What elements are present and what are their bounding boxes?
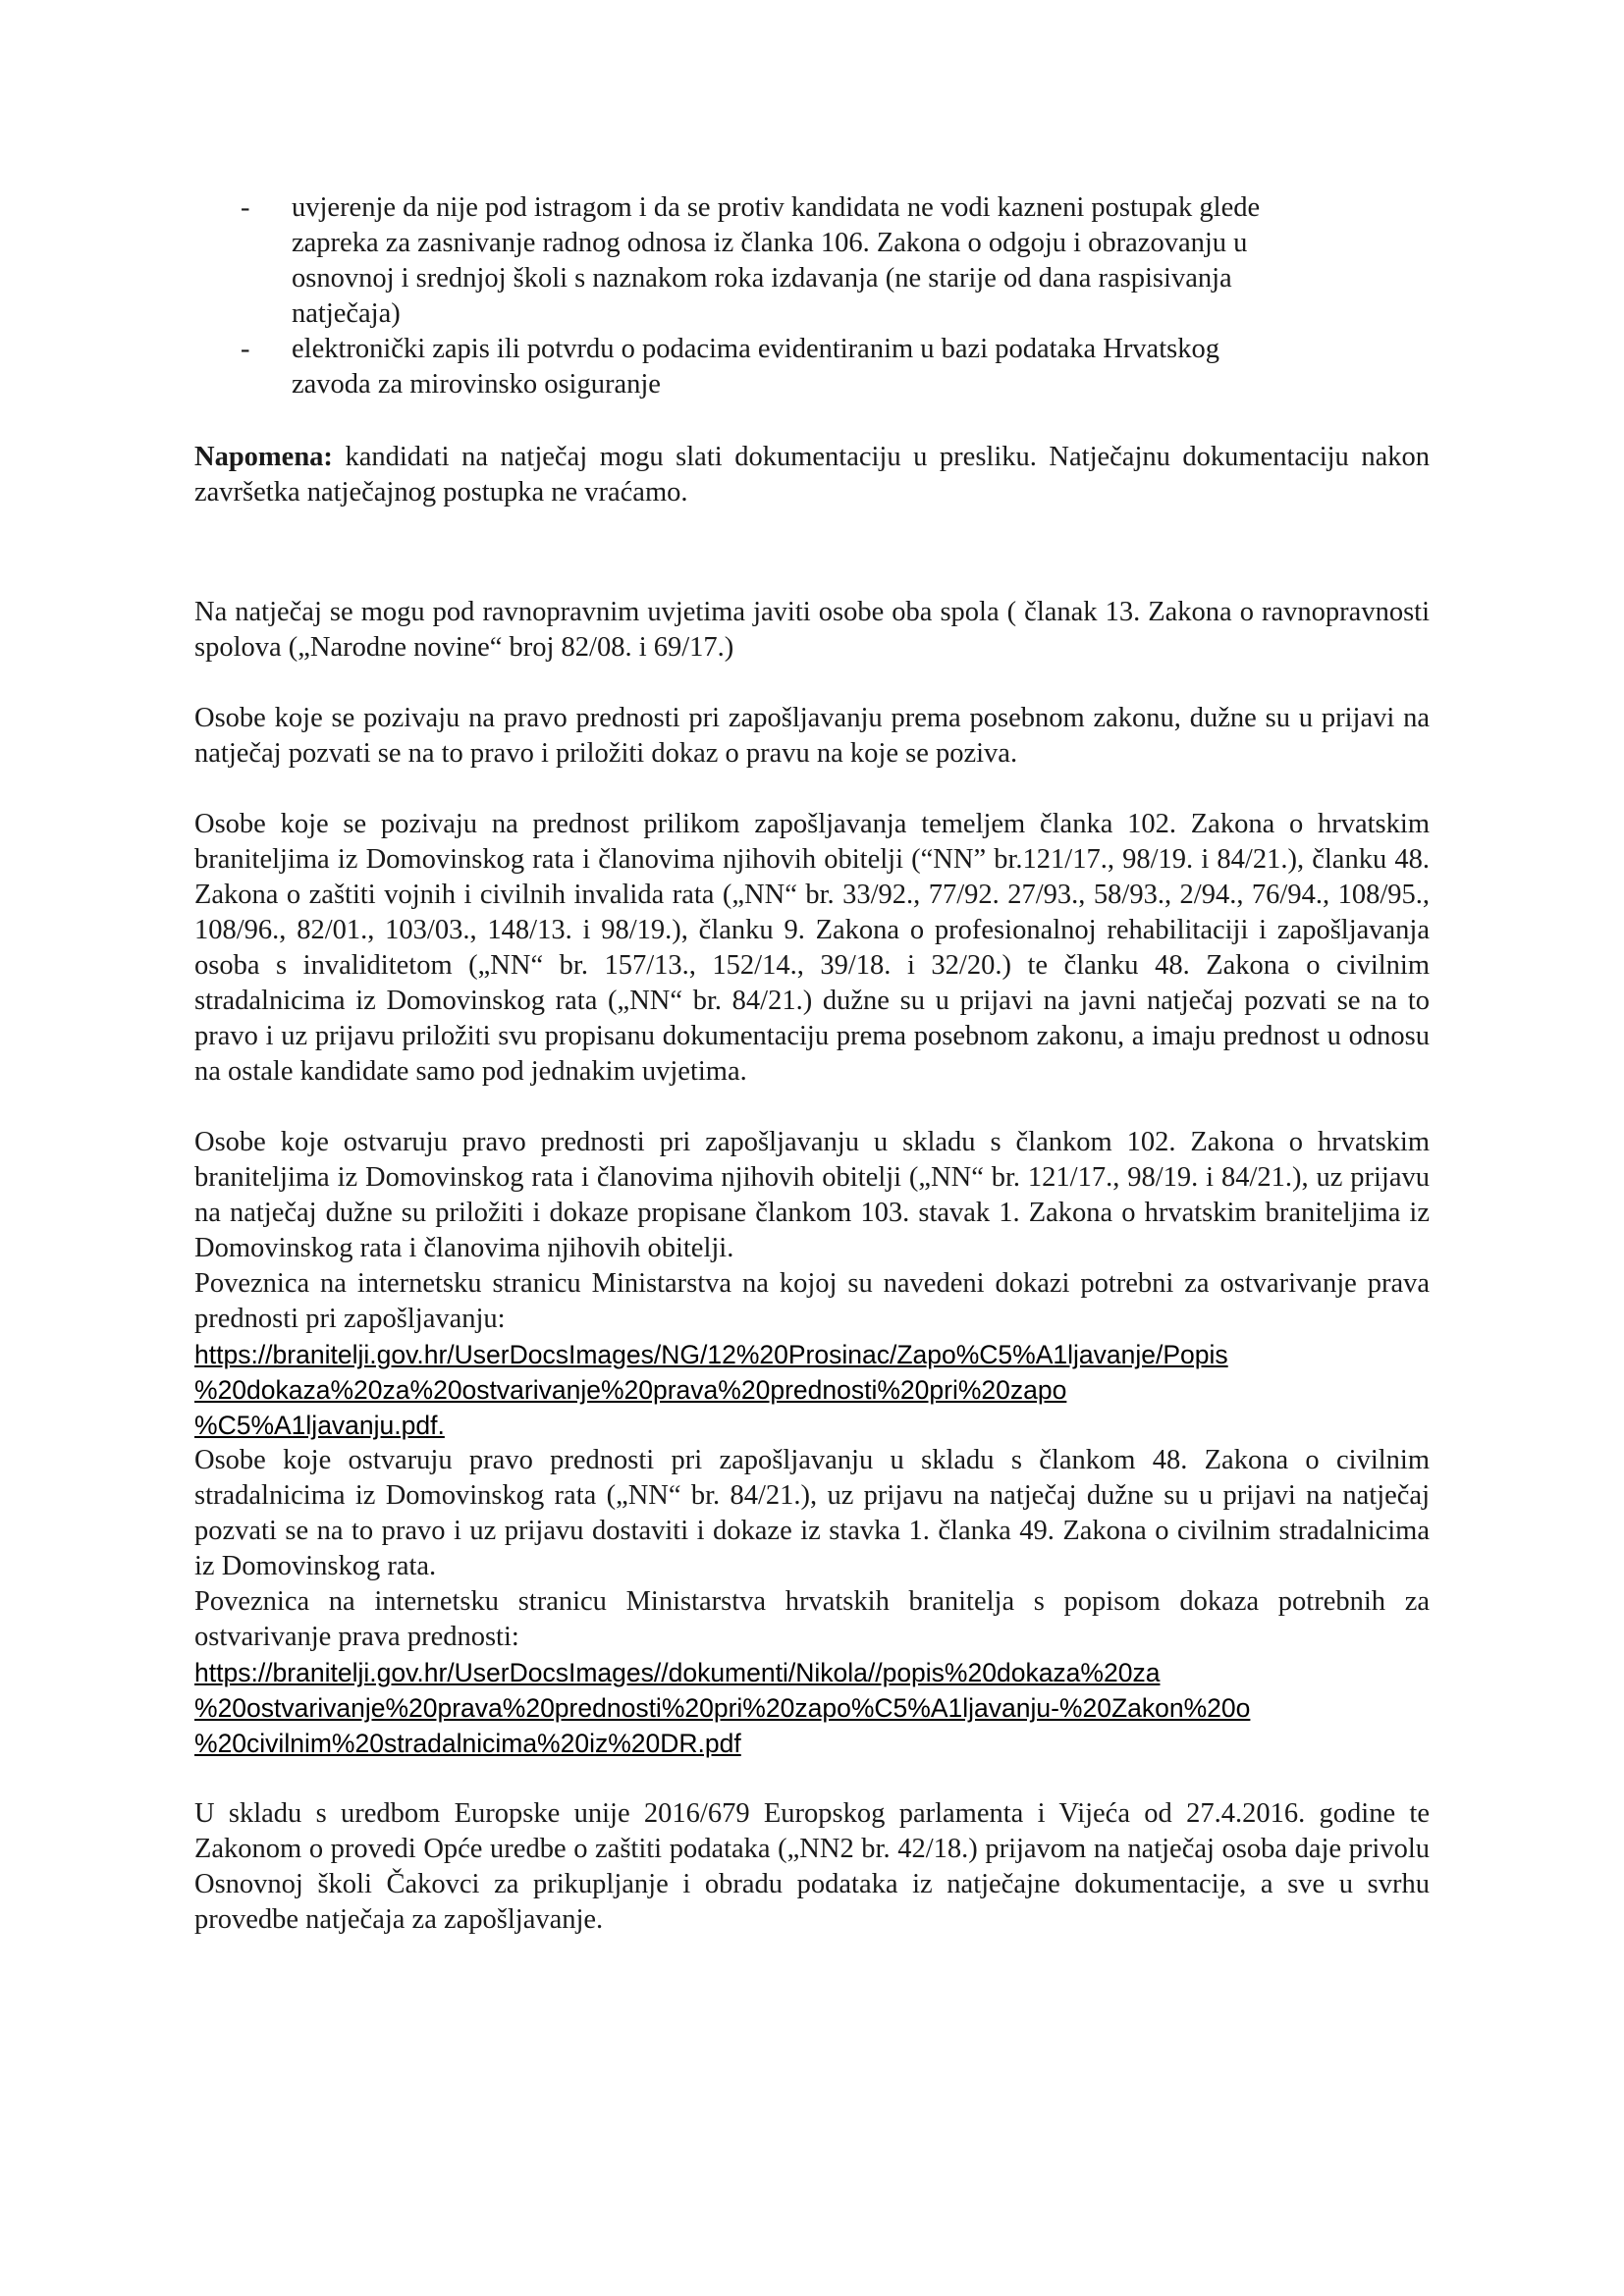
bullet-line: natječaja)	[292, 298, 401, 329]
napomena-paragraph	[194, 440, 1430, 510]
bullet-line: zapreka za zasnivanje radnog odnosa iz članka 106. Zakona o odgoju i obrazovanju u	[292, 228, 1248, 258]
bullet-line: uvjerenje da nije pod istragom i da se protiv kandidata ne vodi kazneni postupak glede	[292, 192, 1261, 223]
priority-right-paragraph: Osobe koje se pozivaju na pravo prednosti pri zapošljavanju prema posebnom zakonu, dužne su u prijavi na natječaj pozvati se na to pravo i priložiti dokaz o pravu na koje se poziva.	[194, 703, 1430, 769]
bullet-line: osnovnoj i srednjoj školi s naznakom roka izdavanja (ne starije od dana raspisivanja	[292, 263, 1232, 294]
napomena-label: Napomena:	[194, 442, 333, 472]
veterans-link-intro: Poveznica na internetsku stranicu Ministarstva na kojoj su navedeni dokazi potrebni za ostvarivanje prava prednosti pri zapošljavanju:	[194, 1268, 1430, 1334]
requirements-list	[194, 190, 1430, 402]
bullet-line: elektronički zapis ili potvrdu o podacima evidentiranim u bazi podataka Hrvatskog	[292, 334, 1219, 364]
document-page	[194, 190, 1430, 1938]
civilian-documents-link[interactable]	[194, 1655, 1430, 1761]
link-line[interactable]: %20ostvarivanje%20prava%20prednosti%20pri%20zapo%C5%A1ljavanju-%20Zakon%20o	[194, 1693, 1251, 1723]
link-line[interactable]: https://branitelji.gov.hr/UserDocsImages//dokumenti/Nikola//popis%20dokaza%20za	[194, 1658, 1161, 1687]
list-item	[194, 190, 1430, 332]
gdpr-paragraph: U skladu s uredbom Europske unije 2016/679 Europskog parlamenta i Vijeća od 27.4.2016. godine te Zakonom o provedi Opće uredbe o zaštiti podataka („NN2 br. 42/18.) prijavom na natječaj osoba daje privolu Osnovnoj školi Čakovci za prikupljanje i obradu podataka iz natječajne dokumentacije, a sve u svrhu provedbe natječaja za zapošljavanje.	[194, 1798, 1430, 1935]
veterans-section	[194, 1125, 1430, 1761]
civilian-link-intro: Poveznica na internetsku stranicu Ministarstva hrvatskih branitelja s popisom dokaza potrebnih za ostvarivanje prava prednosti:	[194, 1586, 1430, 1652]
priority-laws-paragraph: Osobe koje se pozivaju na prednost prilikom zapošljavanja temeljem članka 102. Zakona o hrvatskim braniteljima iz Domovinskog rata i članovima njihovih obitelji (“NN” br.121/17., 98/19. i 84/21.), članku 48. Zakona o zaštiti vojnih i civilnih invalida rata („NN“ br. 33/92., 77/92. 27/93., 58/93., 2/94., 76/94., 108/95., 108/96., 82/01., 103/03., 148/13. i 98/19.), članku 9. Zakona o profesionalnoj rehabilitaciji i zapošljavanja osoba s invaliditetom („NN“ br. 157/13., 152/14., 39/18. i 32/20.) te članku 48. Zakona o civilnim stradalnicima iz Domovinskog rata („NN“ br. 84/21.) dužne su u prijavi na javni natječaj pozvati se na to pravo i uz prijavu priložiti svu propisanu dokumentaciju prema posebnom zakonu, a imaju prednost u odnosu na ostale kandidate samo pod jednakim uvjetima.	[194, 809, 1430, 1087]
equality-paragraph: Na natječaj se mogu pod ravnopravnim uvjetima javiti osobe oba spola ( članak 13. Zakona o ravnopravnosti spolova („Narodne novine“ broj 82/08. i 69/17.)	[194, 597, 1430, 663]
napomena-text: kandidati na natječaj mogu slati dokumentaciju u presliku. Natječajnu dokumentaciju nakon završetka natječajnog postupka ne vraćamo.	[194, 442, 1430, 507]
list-item	[194, 332, 1430, 402]
veterans-documents-link[interactable]	[194, 1337, 1430, 1443]
civilian-victims-paragraph: Osobe koje ostvaruju pravo prednosti pri zapošljavanju u skladu s člankom 48. Zakona o civilnim stradalnicima iz Domovinskog rata („NN“ br. 84/21.), uz prijavu na natječaj dužne su u prijavi na natječaj pozvati se na to pravo i uz prijavu dostaviti i dokaze iz stavka 1. članka 49. Zakona o civilnim stradalnicima iz Domovinskog rata.	[194, 1445, 1430, 1581]
bullet-line: zavoda za mirovinsko osiguranje	[292, 369, 661, 400]
link-line[interactable]: https://branitelji.gov.hr/UserDocsImages/NG/12%20Prosinac/Zapo%C5%A1ljavanje/Popis	[194, 1340, 1228, 1369]
link-line[interactable]: %20civilnim%20stradalnicima%20iz%20DR.pdf	[194, 1729, 741, 1758]
bullet-dash: -	[241, 192, 250, 223]
link-line[interactable]: %20dokaza%20za%20ostvarivanje%20prava%20prednosti%20pri%20zapo	[194, 1375, 1067, 1405]
link-line[interactable]: %C5%A1ljavanju.pdf.	[194, 1411, 445, 1440]
bullet-dash: -	[241, 334, 250, 364]
veterans-paragraph: Osobe koje ostvaruju pravo prednosti pri zapošljavanju u skladu s člankom 102. Zakona o hrvatskim braniteljima iz Domovinskog rata i članovima njihovih obitelji („NN“ br. 121/17., 98/19. i 84/21.), uz prijavu na natječaj dužne su priložiti i dokaze propisane člankom 103. stavak 1. Zakona o hrvatskim braniteljima iz Domovinskog rata i članovima njihovih obitelji.	[194, 1127, 1430, 1263]
